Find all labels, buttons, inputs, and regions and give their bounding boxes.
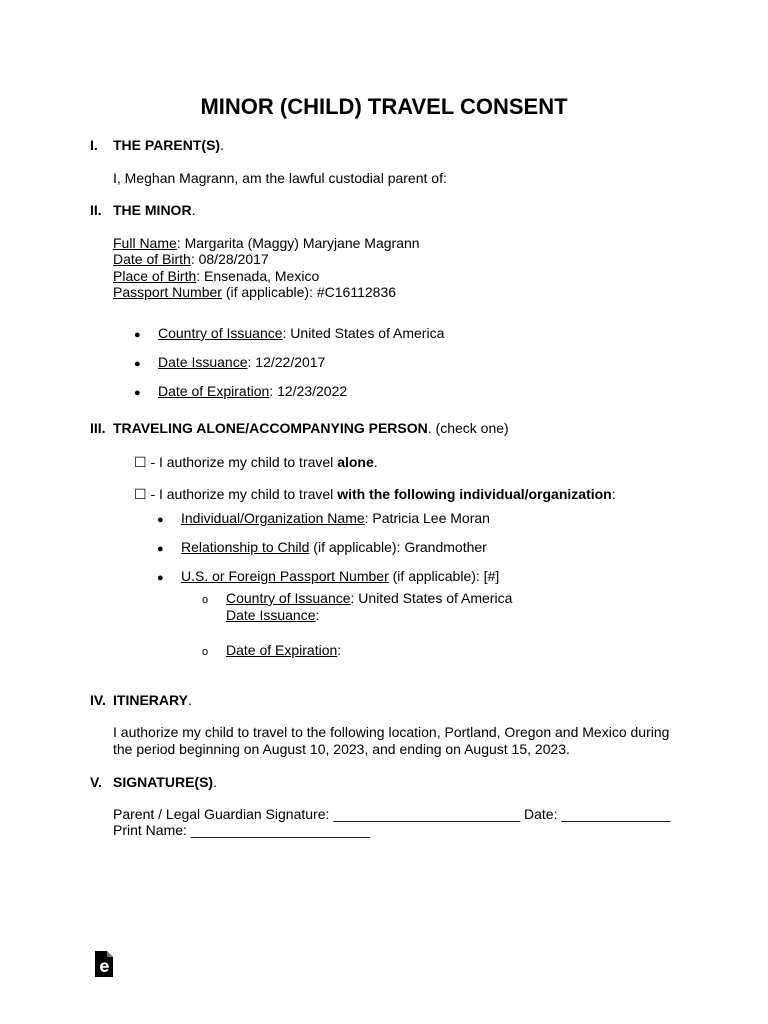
field-value: : 08/28/2017	[190, 251, 269, 267]
field-value: : United States of America	[282, 325, 445, 341]
list-item	[134, 325, 444, 343]
section-heading-signatures	[113, 774, 217, 790]
field-label: Individual/Organization Name	[181, 510, 365, 526]
section-title-signatures: SIGNATURE(S)	[113, 774, 214, 790]
option-emphasis: with the following individual/organization	[337, 486, 612, 502]
itinerary-line-2: the period beginning on August 10, 2023, and ending on August 15, 2023.	[113, 741, 570, 757]
section-title-itinerary: ITINERARY	[113, 692, 188, 708]
sub-list-item	[202, 642, 341, 660]
sub-list-item	[202, 590, 512, 608]
list-item	[134, 354, 325, 372]
bullet-icon: ●	[134, 329, 141, 341]
bullet-icon: ●	[157, 572, 164, 584]
field-value: : 12/22/2017	[247, 354, 326, 370]
field-value: (if applicable): #C16112836	[221, 284, 397, 300]
section-heading-parents	[113, 137, 224, 153]
bullet-icon: ●	[157, 543, 164, 555]
field-label: Passport Number	[113, 284, 222, 300]
field-label: Date of Birth	[113, 251, 191, 267]
field-value: : Patricia Lee Moran	[364, 510, 490, 526]
section-number-itinerary: IV.	[90, 692, 106, 708]
bullet-icon: ●	[157, 514, 164, 526]
section-title-suffix: .	[220, 137, 224, 153]
field-label: Full Name	[113, 235, 177, 251]
circle-bullet-icon: o	[202, 646, 209, 658]
bullet-icon: ●	[134, 358, 141, 370]
list-item	[157, 510, 490, 528]
field-value: :	[315, 607, 320, 623]
circle-bullet-icon: o	[202, 594, 209, 606]
field-value: (if applicable): Grandmother	[309, 539, 487, 555]
field-label: Date Issuance	[226, 607, 316, 623]
field-label: Date of Expiration	[158, 383, 270, 399]
option-text: ☐ - I authorize my child to travel	[134, 454, 338, 470]
option-travel-with-person[interactable]	[134, 486, 616, 502]
section-heading-minor	[113, 202, 195, 218]
section-number-parents: I.	[90, 137, 98, 153]
section-title-suffix: .	[187, 692, 192, 708]
minor-passport-number	[113, 284, 396, 300]
section-heading-itinerary	[113, 692, 192, 708]
list-item	[157, 568, 499, 586]
itinerary-line-1: I authorize my child to travel to the following location, Portland, Oregon and Mexico during	[113, 724, 670, 740]
field-label: U.S. or Foreign Passport Number	[181, 568, 389, 584]
field-value: : 12/23/2022	[269, 383, 348, 399]
field-label: Relationship to Child	[181, 539, 310, 555]
field-label: Date Issuance	[158, 354, 248, 370]
option-suffix: .	[373, 454, 378, 470]
sub-list-item	[202, 607, 319, 625]
field-label: Country of Issuance	[226, 590, 351, 606]
document-title: MINOR (CHILD) TRAVEL CONSENT	[200, 94, 568, 119]
field-value: : United States of America	[350, 590, 513, 606]
section-title-parents: THE PARENT(S)	[113, 137, 221, 153]
parent-statement: I, Meghan Magrann, am the lawful custodial parent of:	[113, 170, 447, 186]
section-title-suffix: . (check one)	[427, 420, 509, 436]
section-heading-traveling	[113, 420, 509, 436]
list-item	[157, 539, 487, 557]
minor-place-of-birth	[113, 268, 319, 284]
field-value: : Margarita (Maggy) Maryjane Magrann	[176, 235, 420, 251]
section-title-suffix: .	[213, 774, 217, 790]
minor-date-of-birth	[113, 251, 269, 267]
document-logo-icon	[94, 951, 114, 977]
field-value: :	[337, 642, 342, 658]
section-number-minor: II.	[90, 202, 102, 218]
document-logo-svg	[94, 951, 114, 977]
field-label: Country of Issuance	[158, 325, 283, 341]
option-emphasis: alone	[337, 454, 374, 470]
option-travel-alone[interactable]	[134, 454, 378, 470]
bullet-icon: ●	[134, 387, 141, 399]
option-suffix: :	[611, 486, 616, 502]
section-number-signatures: V.	[90, 774, 102, 790]
section-title-suffix: .	[191, 202, 196, 218]
list-item	[134, 383, 347, 401]
field-value: (if applicable): [#]	[388, 568, 500, 584]
section-title-minor: THE MINOR	[113, 202, 192, 218]
field-label: Place of Birth	[113, 268, 197, 284]
option-text: ☐ - I authorize my child to travel	[134, 486, 338, 502]
section-number-traveling: III.	[90, 420, 106, 436]
section-title-traveling: TRAVELING ALONE/ACCOMPANYING PERSON	[113, 420, 428, 436]
field-label: Date of Expiration	[226, 642, 338, 658]
signature-line[interactable]: Parent / Legal Guardian Signature: ________________________ Date: ______________	[113, 806, 671, 822]
print-name-line[interactable]: Print Name: _______________________	[113, 822, 370, 838]
minor-full-name	[113, 235, 420, 251]
field-value: : Ensenada, Mexico	[196, 268, 320, 284]
